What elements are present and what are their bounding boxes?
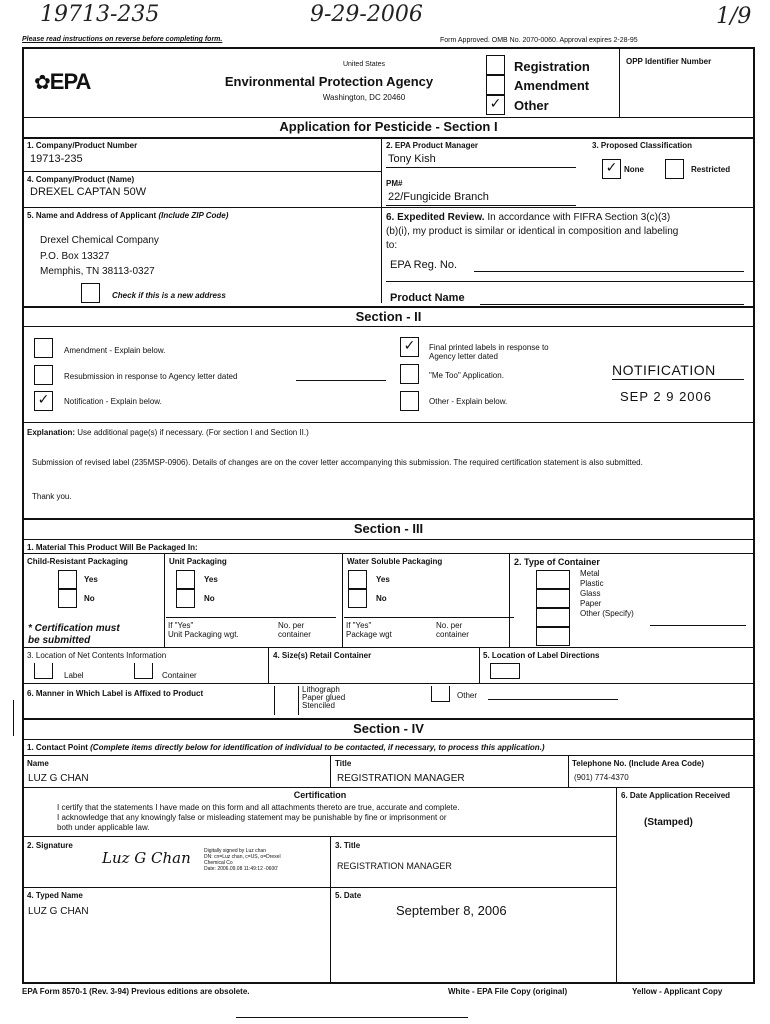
amendment-label: Amendment [514, 78, 590, 93]
handwritten-date: 9-29-2006 [310, 2, 423, 27]
white-copy-note: White - EPA File Copy (original) [448, 987, 568, 996]
company-product-name-label: 4. Company/Product (Name) [27, 175, 135, 184]
agency-location: Washington, DC 20460 [322, 93, 406, 102]
certification-text: I certify that the statements I have made on this form and all attachments thereto are true, accurate and complete. I acknowledge that any knowingly false or misleading statement may be punishable by fine or imprisonment or both under applicable law. [57, 803, 460, 832]
label-affixed-checkbox[interactable] [274, 686, 299, 715]
united-states: United States [342, 61, 386, 68]
stamped-label: (Stamped) [644, 817, 693, 828]
product-name-label: Product Name [390, 292, 465, 304]
form-number: EPA Form 8570-1 (Rev. 3-94) Previous editions are obsolete. [22, 987, 250, 996]
resubmission-checkbox[interactable] [34, 365, 53, 385]
application-form [22, 47, 755, 984]
epa-leaf-icon: ✿ [34, 72, 50, 94]
date-received-label: 6. Date Application Received [621, 791, 731, 800]
other-checkbox[interactable] [486, 95, 505, 115]
child-resistant-yes-label: Yes [84, 575, 98, 584]
water-soluble-yes-checkbox[interactable] [348, 570, 367, 589]
handwritten-file-number: 19713-235 [40, 2, 160, 27]
notification-checkbox[interactable] [34, 391, 53, 411]
expedited-review-text: 6. Expedited Review. In accordance with FIFRA Section 3(c)(3) (b)(i), my product is similar or identical in composition and labeling to: [386, 212, 679, 251]
me-too-label: "Me Too" Application. [429, 371, 504, 380]
check-mark-icon: ✓ [489, 95, 502, 111]
label-affixed-other-checkbox[interactable] [431, 686, 450, 702]
product-manager-label: 2. EPA Product Manager [386, 141, 479, 150]
notification-stamp-date: SEP 2 9 2006 [620, 389, 712, 404]
notification-label: Notification - Explain below. [64, 397, 162, 406]
packaging-material-question: 1. Material This Product Will Be Packaged In: [27, 543, 198, 552]
other-explain-label: Other - Explain below. [429, 397, 508, 406]
net-contents-location-label: 3. Location of Net Contents Information [27, 651, 167, 660]
location-label-option: Label [64, 671, 84, 680]
form-approved: Form Approved. OMB No. 2070-0060. Approval expires 2-28-95 [440, 37, 638, 44]
signature[interactable]: Luz G Chan [102, 849, 191, 867]
container-paper-checkbox[interactable] [536, 627, 570, 646]
type-of-container-label: 2. Type of Container [514, 557, 600, 567]
date-label: 5. Date [335, 891, 362, 900]
section-3-title: Section - III [353, 521, 424, 536]
other-explain-checkbox[interactable] [400, 391, 419, 411]
section-1-title: Application for Pesticide - Section I [279, 119, 498, 134]
title-3-label: 3. Title [335, 841, 361, 850]
other-label: Other [514, 98, 549, 113]
title-3-value[interactable]: REGISTRATION MANAGER [337, 861, 452, 871]
container-plastic-checkbox[interactable] [536, 589, 570, 608]
margin-mark [13, 700, 14, 736]
section-2-title: Section - II [355, 309, 422, 324]
unit-packaging-yes-label: Yes [204, 575, 218, 584]
child-resistant-no-label: No [84, 594, 95, 603]
registration-checkbox[interactable] [486, 55, 505, 75]
section-4-title: Section - IV [353, 721, 424, 736]
pm-number-label: PM# [386, 179, 403, 188]
contact-title[interactable]: REGISTRATION MANAGER [337, 773, 465, 784]
label-directions-location-label: 5. Location of Label Directions [483, 651, 600, 660]
handwritten-page: 1/9 [716, 4, 752, 29]
proposed-classification-label: 3. Proposed Classification [592, 141, 693, 150]
unit-packaging-count-label: No. per container [278, 621, 311, 639]
classification-restricted-label: Restricted [691, 165, 731, 174]
applicant-address-label: 5. Name and Address of Applicant (Include ZIP Code) [27, 211, 229, 220]
contact-name[interactable]: LUZ G CHAN [28, 773, 89, 784]
notification-stamp-title: NOTIFICATION [612, 362, 716, 378]
new-address-checkbox[interactable] [81, 283, 100, 303]
date-value[interactable]: September 8, 2006 [396, 903, 507, 918]
amendment-explain-label: Amendment - Explain below. [64, 346, 166, 355]
container-metal-checkbox[interactable] [536, 570, 570, 589]
registration-label: Registration [514, 59, 590, 74]
unit-packaging-no-checkbox[interactable] [176, 589, 195, 608]
water-soluble-no-label: No [376, 594, 387, 603]
company-product-number-label: 1. Company/Product Number [27, 141, 138, 150]
digital-signature-info: Digitally signed by Luz chan DN: cn=Luz chan, c=US, o=Drexel Chemical Co Date: 2006.09.08 11:49:12 -0600' [204, 848, 281, 872]
child-resistant-no-checkbox[interactable] [58, 589, 77, 608]
typed-name-label: 4. Typed Name [27, 891, 83, 900]
thank-you-text: Thank you. [32, 492, 72, 501]
pm-number[interactable]: 22/Fungicide Branch [388, 191, 489, 203]
classification-restricted-checkbox[interactable] [665, 159, 684, 179]
classification-none-checkbox[interactable] [602, 159, 621, 179]
location-container-checkbox[interactable] [134, 663, 153, 679]
water-soluble-count-label: No. per container [436, 621, 469, 639]
child-resistant-label: Child-Resistant Packaging [27, 557, 128, 566]
final-labels-label: Final printed labels in response to Agency letter dated [429, 343, 549, 361]
water-soluble-label: Water Soluble Packaging [347, 557, 443, 566]
amendment-checkbox[interactable] [486, 75, 505, 95]
agency-name: Environmental Protection Agency [224, 74, 434, 89]
label-affixed-other-label: Other [457, 691, 478, 700]
signature-label: 2. Signature [27, 841, 73, 850]
epa-logo: ✿EPA [34, 69, 91, 94]
resubmission-label: Resubmission in response to Agency letter dated [64, 372, 238, 381]
retail-container-size-label: 4. Size(s) Retail Container [273, 651, 372, 660]
unit-packaging-no-label: No [204, 594, 215, 603]
final-labels-checkbox[interactable] [400, 337, 419, 357]
check-mark-icon: ✓ [403, 337, 416, 353]
yellow-copy-note: Yellow - Applicant Copy [632, 987, 723, 996]
typed-name[interactable]: LUZ G CHAN [28, 906, 89, 917]
amendment-explain-checkbox[interactable] [34, 338, 53, 358]
water-soluble-weight-label: If "Yes" Package wgt [346, 621, 392, 639]
location-label-checkbox[interactable] [34, 663, 53, 679]
label-affixed-options: Lithograph Paper glued Stenciled [302, 685, 346, 710]
unit-packaging-yes-checkbox[interactable] [176, 570, 195, 589]
contact-title-label: Title [335, 759, 352, 768]
me-too-checkbox[interactable] [400, 364, 419, 384]
new-address-label: Check if this is a new address [112, 291, 226, 300]
contact-name-label: Name [27, 759, 49, 768]
check-mark-icon: ✓ [37, 391, 50, 407]
address-line-3[interactable]: Memphis, TN 38113-0327 [40, 266, 155, 277]
check-mark-icon: ✓ [605, 159, 618, 175]
water-soluble-yes-label: Yes [376, 575, 390, 584]
unit-packaging-weight-label: If "Yes" Unit Packaging wgt. [168, 621, 239, 639]
classification-none-label: None [624, 165, 644, 174]
container-type-options: Metal Plastic Glass Paper Other (Specify) [580, 569, 634, 618]
instructions-note: Please read instructions on reverse before completing form. [22, 36, 223, 43]
certification-title: Certification [293, 790, 347, 800]
bottom-rule [236, 1017, 468, 1018]
child-resistant-yes-checkbox[interactable] [58, 570, 77, 589]
address-line-1[interactable]: Drexel Chemical Company [40, 235, 159, 246]
label-directions-field[interactable] [490, 663, 520, 679]
explanation-text: Submission of revised label (235MSP-0906). Details of changes are on the cover letter accompanying this submission. The required certification statement is also submitted. [32, 458, 643, 467]
telephone-number[interactable]: (901) 774-4370 [574, 773, 629, 782]
explanation-header: Explanation: Use additional page(s) if necessary. (For section I and Section II.) [27, 428, 309, 437]
telephone-label: Telephone No. (Include Area Code) [572, 759, 705, 768]
address-line-2[interactable]: P.O. Box 13327 [40, 251, 110, 262]
epa-reg-no-label: EPA Reg. No. [390, 259, 458, 271]
location-container-option: Container [162, 671, 197, 680]
contact-point-header: 1. Contact Point (Complete items directly below for identification of individual to be contacted, if necessary, to process this application.) [27, 743, 545, 752]
product-manager[interactable]: Tony Kish [388, 153, 436, 165]
company-product-number[interactable]: 19713-235 [30, 153, 83, 165]
water-soluble-no-checkbox[interactable] [348, 589, 367, 608]
certification-must-note: * Certification must be submitted [28, 623, 120, 646]
unit-packaging-label: Unit Packaging [169, 557, 227, 566]
container-glass-checkbox[interactable] [536, 608, 570, 627]
label-affixed-manner-label: 6. Manner in Which Label is Affixed to Product [27, 689, 204, 698]
opp-identifier-label: OPP Identifier Number [626, 57, 712, 66]
company-product-name[interactable]: DREXEL CAPTAN 50W [30, 186, 147, 198]
